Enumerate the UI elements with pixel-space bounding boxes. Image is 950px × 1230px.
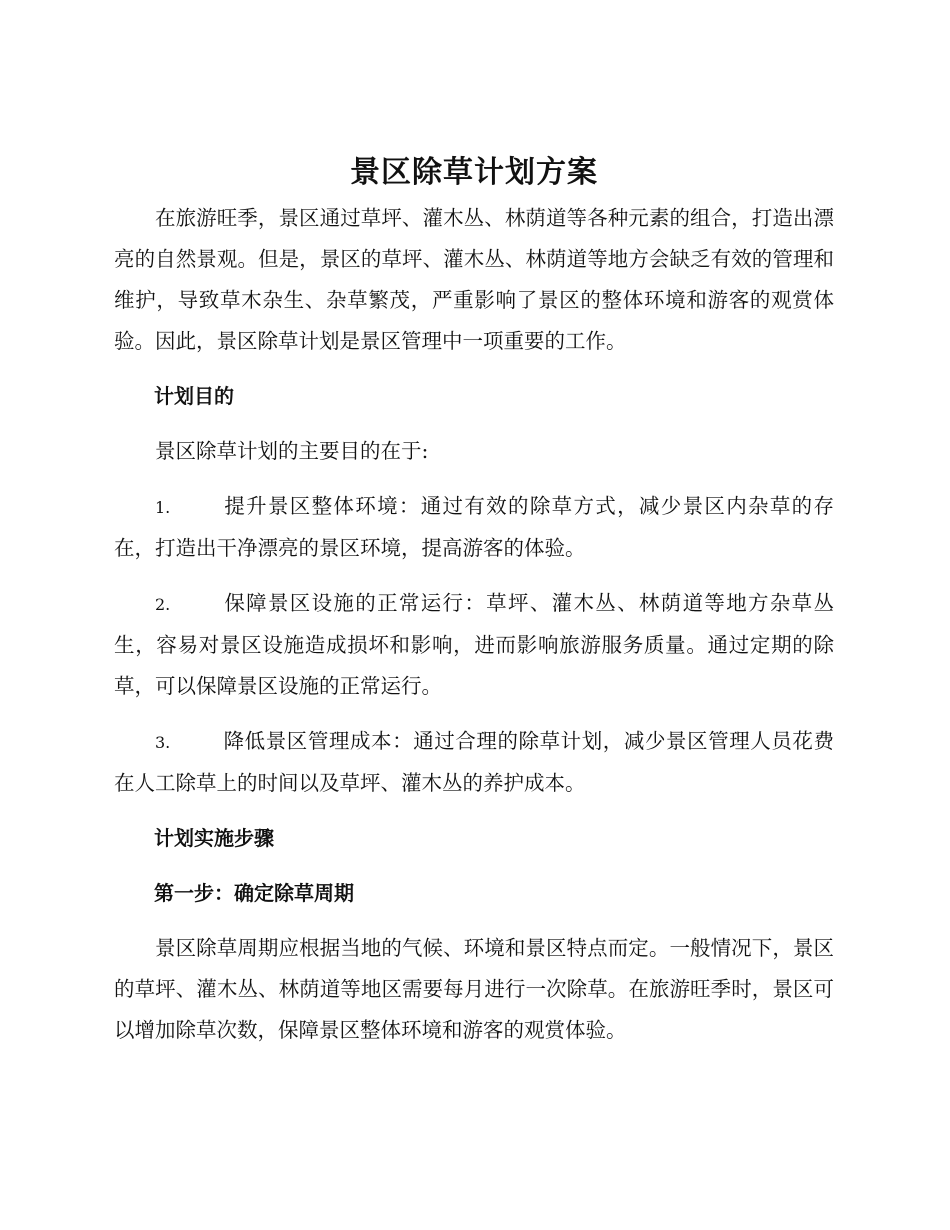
goal-text: 提升景区整体环境：通过有效的除草方式，减少景区内杂草的存在，打造出干净漂亮的景区环境，提高游客的体验。	[114, 494, 834, 560]
goal-text: 降低景区管理成本：通过合理的除草计划，减少景区管理人员花费在人工除草上的时间以及草坪、灌木丛的养护成本。	[114, 729, 834, 795]
spacer	[114, 804, 834, 818]
section-heading-steps: 计划实施步骤	[154, 826, 274, 850]
step1-paragraph: 景区除草周期应根据当地的气候、环境和景区特点而定。一般情况下，景区的草坪、灌木丛、林荫道等地区需要每月进行一次除草。在旅游旺季时，景区可以增加除草次数，保障景区整体环境和游客的观赏体验。	[114, 936, 834, 1042]
spacer	[114, 569, 834, 583]
goal-number: 1.	[155, 498, 171, 517]
goal-number: 2.	[155, 595, 171, 614]
step1-heading: 第一步：确定除草周期	[154, 881, 354, 905]
spacer	[114, 417, 834, 431]
intro-paragraph: 在旅游旺季，景区通过草坪、灌木丛、林荫道等各种元素的组合，打造出漂亮的自然景观。但是，景区的草坪、灌木丛、林荫道等地方会缺乏有效的管理和维护，导致草木杂生、杂草繁茂，严重影响了景区的整体环境和游客的观赏体验。因此，景区除草计划是景区管理中一项重要的工作。	[114, 206, 834, 353]
document-title: 景区除草计划方案	[350, 155, 598, 190]
goal-item-2	[114, 583, 834, 707]
goal-number: 3.	[155, 733, 171, 752]
purpose-lead-paragraph: 景区除草计划的主要目的在于:	[155, 439, 429, 463]
spacer	[114, 707, 834, 721]
document-body	[114, 150, 834, 1051]
spacer	[114, 914, 834, 928]
goal-text: 保障景区设施的正常运行：草坪、灌木丛、林荫道等地方杂草丛生，容易对景区设施造成损坏和影响，进而影响旅游服务质量。通过定期的除草，可以保障景区设施的正常运行。	[114, 591, 834, 698]
section-heading-purpose: 计划目的	[154, 384, 234, 408]
goal-item-1	[114, 486, 834, 569]
spacer	[114, 362, 834, 376]
spacer	[114, 472, 834, 486]
spacer	[114, 859, 834, 873]
goal-item-3	[114, 721, 834, 804]
